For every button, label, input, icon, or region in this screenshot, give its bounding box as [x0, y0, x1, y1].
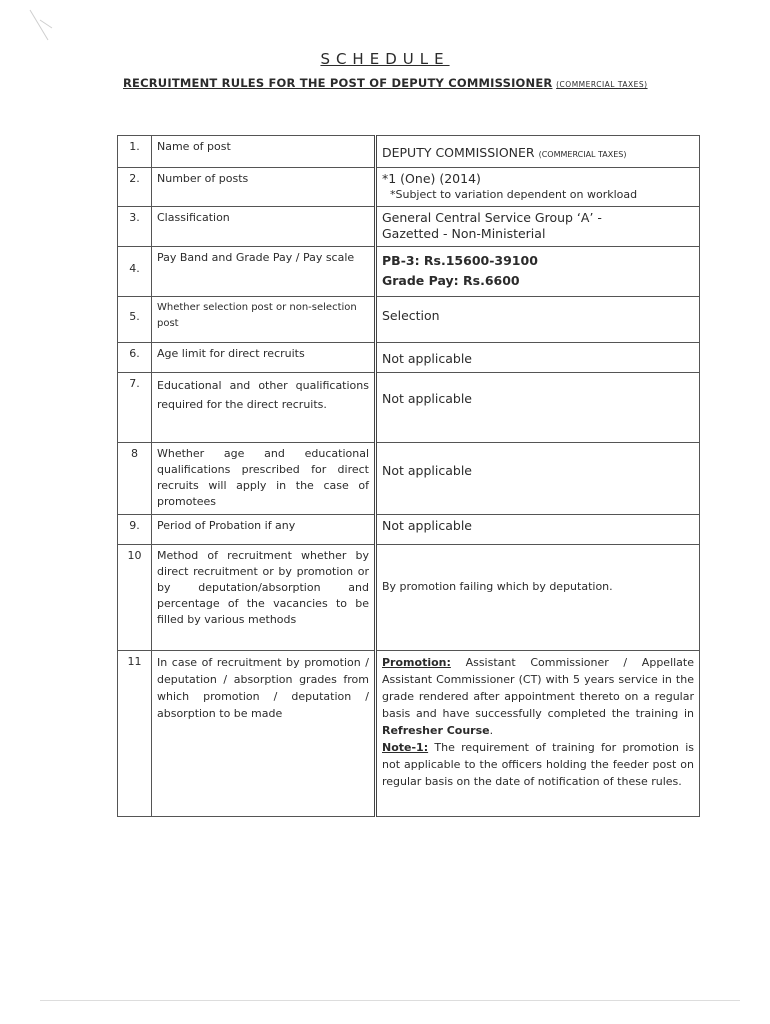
row-value: Not applicable: [376, 373, 700, 443]
row-number: 11: [118, 651, 152, 817]
row-value: Not applicable: [376, 343, 700, 373]
table-row: [118, 651, 700, 817]
value-note: *Subject to variation dependent on workload: [390, 188, 638, 201]
table-row: [118, 297, 700, 343]
table-row: [118, 515, 700, 545]
row-number: 8: [118, 443, 152, 515]
promotion-label: Promotion:: [382, 656, 451, 669]
row-number: 5.: [118, 297, 152, 343]
row-value: [376, 247, 700, 297]
row-label: Whether selection post or non-selection post: [152, 297, 376, 343]
scan-edge: [40, 1000, 740, 1001]
value-text: *1 (One) (2014): [382, 171, 481, 186]
row-value: [376, 651, 700, 817]
row-value: By promotion failing which by deputation.: [376, 545, 700, 651]
row-label: Classification: [152, 207, 376, 247]
value-small: (COMMERCIAL TAXES): [538, 150, 627, 159]
value-line-2: Grade Pay: Rs.6600: [382, 273, 520, 288]
row-value: [376, 207, 700, 247]
subtitle-small: (COMMERCIAL TAXES): [556, 80, 648, 89]
table-row: [118, 443, 700, 515]
row-label: Method of recruitment whether by direct recruitment or by promotion or by deputation/absorption and percentage of the vacancies to be filled by various methods: [152, 545, 376, 651]
promotion-text: Assistant Commissioner / Appellate Assistant Commissioner (CT) with 5 years service in the grade rendered after appointment thereto on a regular basis and have successfully completed the training in: [382, 656, 694, 720]
subtitle-main: RECRUITMENT RULES FOR THE POST OF DEPUTY COMMISSIONER: [123, 76, 553, 90]
row-label: In case of recruitment by promotion / deputation / absorption grades from which promotion / deputation / absorption to be made: [152, 651, 376, 817]
row-number: 3.: [118, 207, 152, 247]
row-label: Name of post: [152, 136, 376, 168]
recruitment-rules-table: [117, 135, 700, 817]
row-label: Age limit for direct recruits: [152, 343, 376, 373]
document-subtitle: [123, 76, 723, 90]
document-title: SCHEDULE: [320, 50, 450, 68]
row-label: Whether age and educational qualifications prescribed for direct recruits will apply in the case of promotees: [152, 443, 376, 515]
table-row: [118, 545, 700, 651]
promotion-end: .: [489, 724, 494, 737]
table-row: [118, 373, 700, 443]
row-number: 6.: [118, 343, 152, 373]
row-label: Period of Probation if any: [152, 515, 376, 545]
note-text: The requirement of training for promotion is not applicable to the officers holding the feeder post on regular basis on the date of notification of these rules.: [382, 741, 694, 788]
row-number: 10: [118, 545, 152, 651]
value-line-1: PB-3: Rs.15600-39100: [382, 253, 538, 268]
row-value: Not applicable: [376, 515, 700, 545]
row-number: 2.: [118, 168, 152, 207]
row-value: Selection: [376, 297, 700, 343]
table-row: [118, 343, 700, 373]
row-number: 7.: [118, 373, 152, 443]
table-row: [118, 136, 700, 168]
row-value: Not applicable: [376, 443, 700, 515]
promotion-bold: Refresher Course: [382, 724, 490, 737]
row-value: [376, 168, 700, 207]
row-number: 1.: [118, 136, 152, 168]
table-row: [118, 247, 700, 297]
row-value: [376, 136, 700, 168]
table-row: [118, 207, 700, 247]
row-label: Educational and other qualifications required for the direct recruits.: [152, 373, 376, 443]
row-number: 9.: [118, 515, 152, 545]
table-row: [118, 168, 700, 207]
value-text: DEPUTY COMMISSIONER: [382, 145, 535, 160]
value-line-2: Gazetted - Non-Ministerial: [382, 226, 546, 241]
row-label: Pay Band and Grade Pay / Pay scale: [152, 247, 376, 297]
row-number: 4.: [118, 247, 152, 297]
row-label: Number of posts: [152, 168, 376, 207]
note-label: Note-1:: [382, 741, 429, 754]
value-line-1: General Central Service Group ‘A’ -: [382, 210, 602, 225]
